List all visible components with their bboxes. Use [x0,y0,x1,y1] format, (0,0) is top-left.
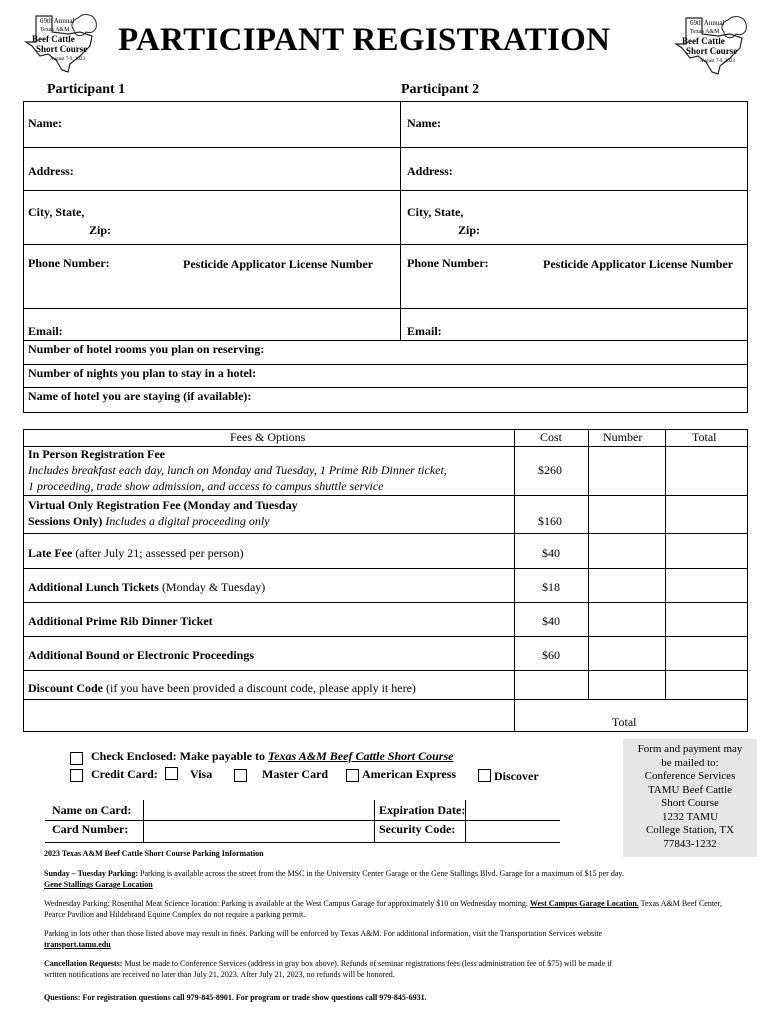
mail-line: 1232 TAMU [661,810,719,823]
in-person-title: In Person Registration Fee [28,447,165,461]
proceedings-cost: $60 [542,648,560,662]
participant-2-label: Participant 2 [401,82,480,97]
late-fee-cost: $40 [542,546,560,560]
card-number-input[interactable] [145,822,373,840]
logo-text-1: 69th Annual [40,17,75,25]
parking-wed [44,898,744,920]
p1-email-field[interactable]: Email: [28,324,63,338]
p2-address-field[interactable]: Address: [407,164,453,178]
fees-header-cost: Cost [540,430,563,444]
lunch-cost: $18 [542,580,560,594]
logo-left [22,12,102,74]
west-campus-link[interactable]: West Campus Garage Location. [529,899,639,908]
p2-phone-field[interactable]: Phone Number: [407,256,489,270]
logo-text-2: Texas A&M [690,29,720,35]
mail-line: College Station, TX [645,824,735,836]
discount-row [28,681,416,696]
check-enclosed-label: Check Enclosed: Make payable to [91,749,265,763]
mail-line: be mailed to: [661,756,719,769]
p1-phone-field[interactable]: Phone Number: [28,256,110,270]
cancel-label: Cancellation Requests: [44,959,123,968]
p1-zip-field[interactable]: Zip: [89,223,112,237]
parking-heading: 2023 Texas A&M Beef Cattle Short Course Parking Information [44,849,264,858]
virtual-desc: Includes a digital proceeding only [105,514,270,528]
parking-fines [44,928,744,950]
in-person-desc-1: Includes breakfast each day, lunch on Monday and Tuesday, 1 Prime Rib Dinner ticket, [28,463,447,477]
mail-line: 77843-1232 [663,837,717,850]
in-person-cost: $260 [538,463,562,477]
logo-text-5: August 7-9, 2023 [50,57,85,62]
logo-text-4: Short Course [686,46,738,56]
mail-line: Short Course [661,797,719,809]
gene-stallings-link[interactable]: Gene Stallings Garage Location [44,880,153,889]
sun-tue-text: Parking is available across the street from the MSC in the University Center Garage or the Gene Stallings Blvd. Garage for a maximum of $15 per day. [140,869,624,878]
virtual-cost: $160 [538,514,562,528]
late-fee-desc: (after July 21; assessed per person) [75,546,244,560]
page-title: PARTICIPANT REGISTRATION [118,22,611,58]
logo-text-1: 69th Annual [690,19,725,27]
check-enclosed-row [91,749,453,764]
card-number-label: Card Number: [52,822,129,836]
mail-line: Conference Services [644,770,736,782]
security-code-label: Security Code: [379,822,456,836]
mail-line: Form and payment may [637,743,743,755]
mail-line: TAMU Beef Cattle [647,783,733,796]
card-fields-rule [45,820,560,821]
lunch-title: Additional Lunch Tickets [28,580,159,594]
check-enclosed-checkbox[interactable] [70,752,83,765]
expiration-input[interactable] [467,801,559,819]
cancel-text-2: written notifications are received no later than July 21, 2023. After July 21, 2023, no refunds will be honored. [44,970,395,979]
virtual-title-line-2 [28,514,270,529]
visa-label: Visa [190,767,213,781]
hotel-nights-field[interactable]: Number of nights you plan to stay in a hotel: [28,366,257,380]
wed-text-1: Wednesday Parking: Rosenthal Meat Science location: Parking is available at the West Campus Garage for approximately $10 on Wednesday morning. [44,899,528,908]
proceedings-title: Additional Bound or Electronic Proceedings [28,648,255,662]
virtual-title-1: Virtual Only Registration Fee (Monday and Tuesday [28,498,298,512]
p2-name-field[interactable]: Name: [407,116,441,130]
wed-text-2: Texas A&M Beef Center, Pearce Pavilion and Hildebrand Equine Complex do not require a parking permit. [44,899,722,919]
name-on-card-label: Name on Card: [52,803,132,817]
name-on-card-input[interactable] [145,801,373,819]
logo-text-5: August 7-9, 2023 [700,59,735,64]
hotel-rooms-field[interactable]: Number of hotel rooms you plan on reserving: [28,342,265,356]
logo-text-2: Texas A&M [40,27,70,33]
visa-checkbox[interactable] [165,767,178,780]
virtual-title-2: Sessions Only) [28,514,103,528]
mastercard-label: Master Card [262,767,329,781]
dinner-cost: $40 [542,614,560,628]
discount-desc: (if you have been provided a discount code, please apply it here) [106,681,416,695]
security-code-input[interactable] [467,822,559,840]
expiration-label: Expiration Date: [379,803,466,817]
mailing-address-box [623,739,757,857]
p2-city-state-field[interactable]: City, State, [407,205,464,219]
parking-sun-tue [44,868,744,890]
cancellation-block [44,958,744,980]
late-fee-row [28,546,244,561]
participant-1-label: Participant 1 [47,82,126,97]
p2-license-field[interactable]: Pesticide Applicator License Number [543,257,734,271]
questions-line: Questions: For registration questions call 979-845-8901. For program or trade show questions call 979-845-6931. [44,993,427,1002]
p1-address-field[interactable]: Address: [28,164,74,178]
fees-total-label: Total [612,715,637,729]
fines-text: Parking in lots other than those listed above may result in fines. Parking will be enforced by Texas A&M. For additional information, visit the Transportation Services website [44,929,603,938]
logo-text-3: Beef Cattle [32,34,75,44]
late-fee-title: Late Fee [28,546,73,560]
dinner-title: Additional Prime Rib Dinner Ticket [28,614,213,628]
p2-email-field[interactable]: Email: [407,324,442,338]
fees-header-options: Fees & Options [230,430,306,444]
discover-checkbox[interactable] [478,769,491,782]
sun-tue-label: Sunday – Tuesday Parking: [44,869,139,878]
credit-card-checkbox[interactable] [70,769,83,782]
mastercard-checkbox[interactable] [234,769,247,782]
credit-card-label: Credit Card: [91,767,158,781]
check-payee: Texas A&M Beef Cattle Short Course [268,749,454,763]
amex-label: American Express [362,767,457,781]
p1-name-field[interactable]: Name: [28,116,62,130]
lunch-desc: (Monday & Tuesday) [161,580,266,594]
logo-text-3: Beef Cattle [682,36,725,46]
lunch-row [28,580,265,595]
discount-title: Discount Code [28,681,104,695]
logo-text-4: Short Course [36,44,88,54]
p1-city-state-field[interactable]: City, State, [28,205,85,219]
p1-license-field[interactable]: Pesticide Applicator License Number [183,257,374,271]
transport-link[interactable]: transport.tamu.edu [44,940,111,949]
in-person-desc-2: 1 proceeding, trade show admission, and access to campus shuttle service [28,479,384,493]
discover-label: Discover [494,769,539,783]
hotel-name-field[interactable]: Name of hotel you are staying (if available): [28,389,252,403]
amex-checkbox[interactable] [346,769,359,782]
fees-header-number: Number [603,430,643,444]
cancel-text-1: Must be made to Conference Services (address in gray box above). Refunds of seminar registrations fees (less administration fee of $75) will be made if [124,959,613,968]
fees-header-total: Total [692,430,717,444]
p2-zip-field[interactable]: Zip: [458,223,481,237]
logo-right [672,14,752,76]
